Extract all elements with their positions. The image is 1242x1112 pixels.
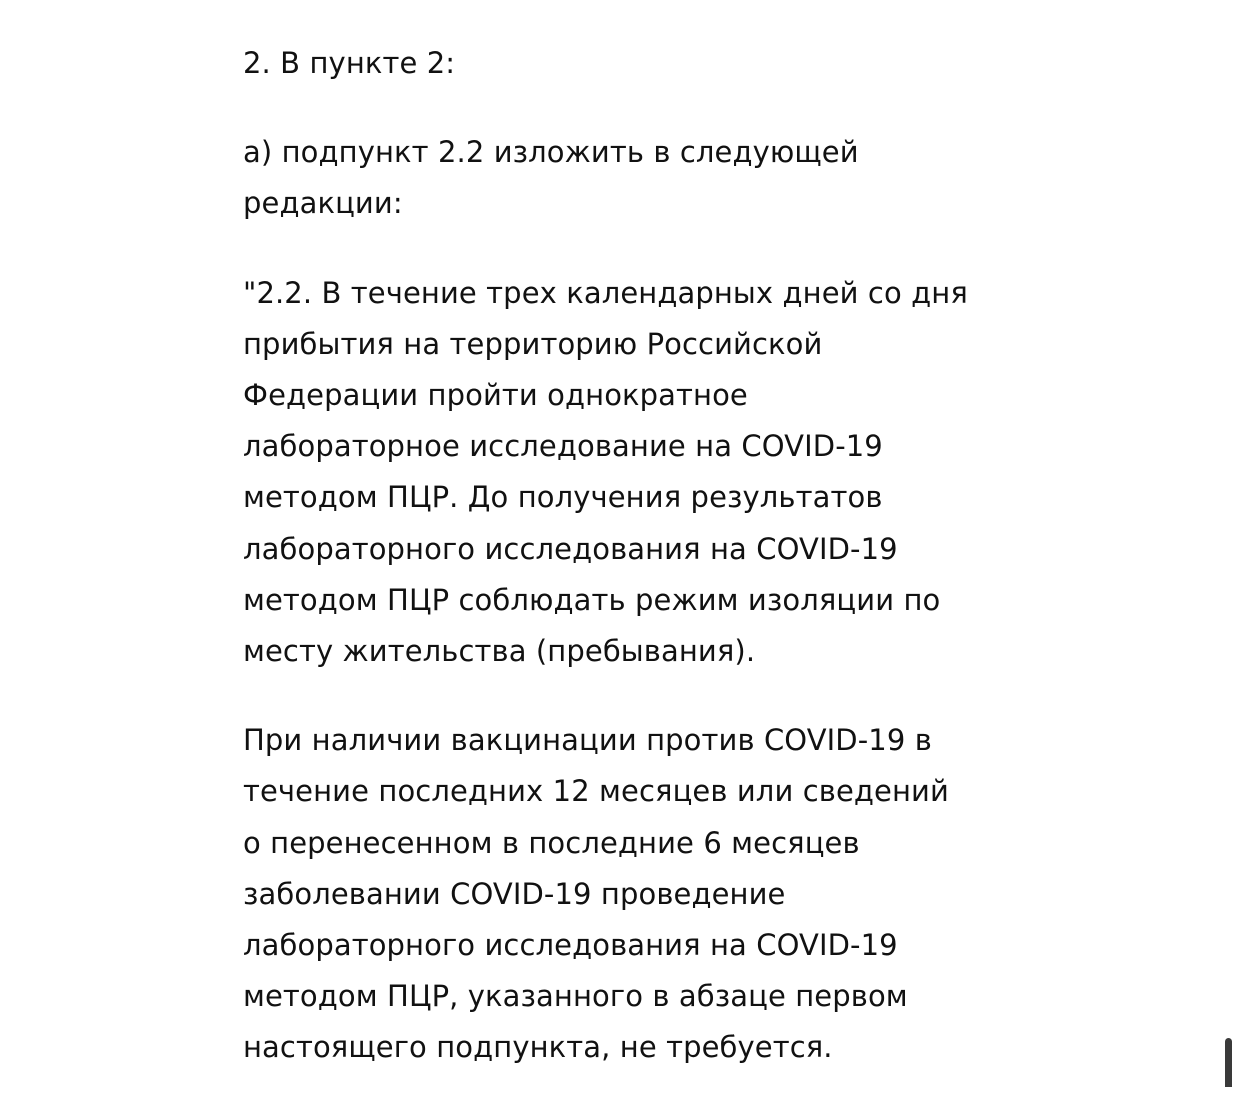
paragraph-quoted-rule: "2.2. В течение трех календарных дней со дня прибытия на территорию Российской Федерации пройти однократное лабораторное исследование на COVID-19 методом ПЦР. До получения результатов лабораторного исследования на COVID-19 методом ПЦР соблюдать режим изоляции по месту жительства (пребывания). (243, 275, 968, 669)
paragraph-vaccination-exception: При наличии вакцинации против COVID-19 в течение последних 12 месяцев или сведений о перенесенном в последние 6 месяцев заболевании COVID-19 проведение лабораторного исследования на COVID-19 методом ПЦР, указанного в абзаце первом настоящего подпункта, не требуется. (243, 723, 949, 1065)
scrollbar-thumb[interactable] (1225, 1038, 1232, 1087)
paragraph-amendment-intro: а) подпункт 2.2 изложить в следующей редакции: (243, 135, 859, 221)
document-body (243, 38, 1003, 1112)
vertical-scrollbar[interactable] (1218, 0, 1242, 1087)
paragraph-section-heading: 2. В пункте 2: (243, 46, 456, 80)
